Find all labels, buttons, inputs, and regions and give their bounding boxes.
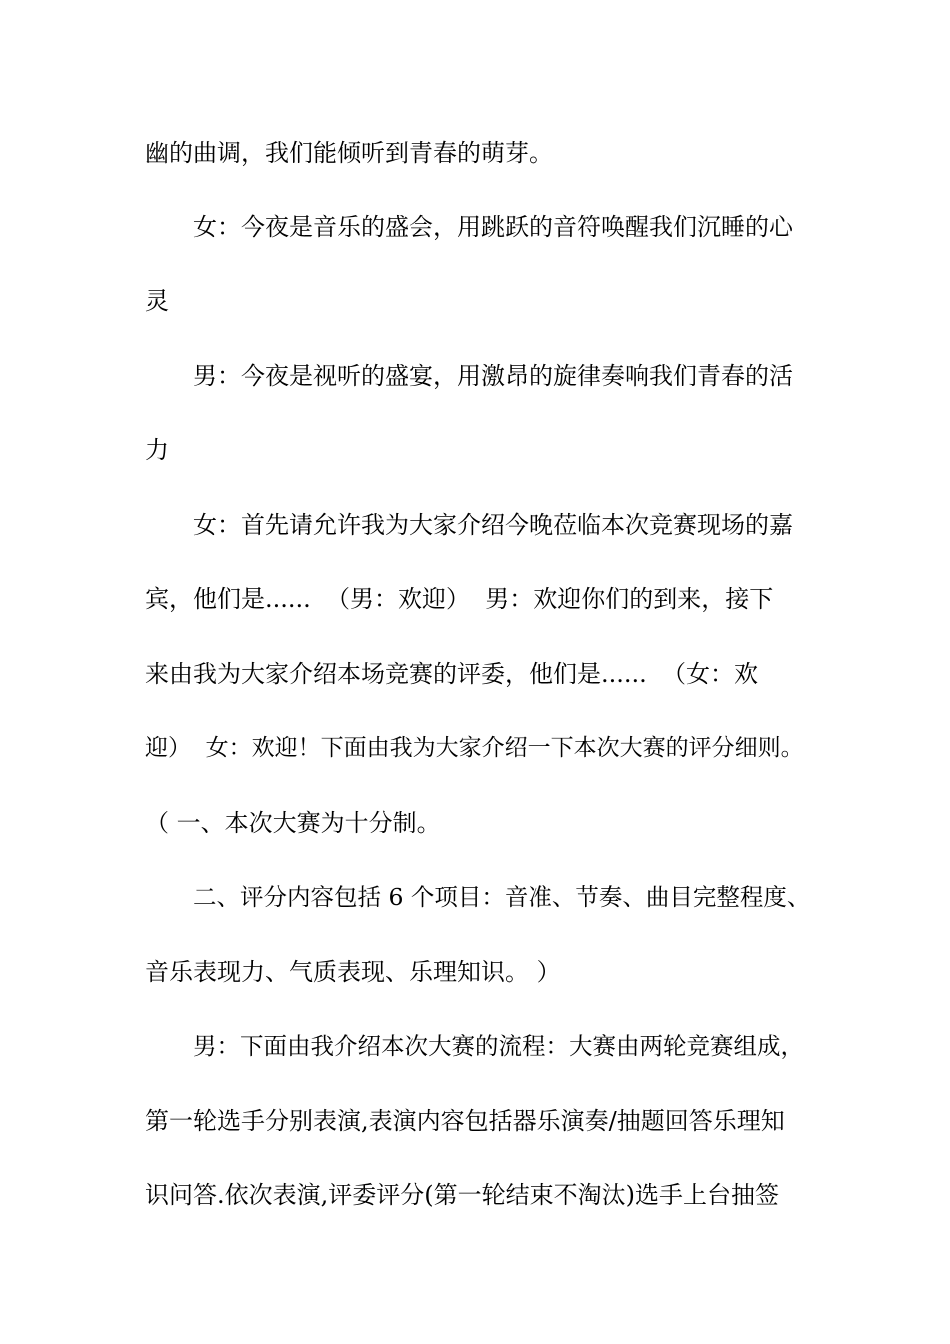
text-line-5: 力 <box>145 436 169 464</box>
text-line-4: 男：今夜是视听的盛宴，用激昂的旋律奏响我们青春的活 <box>193 362 793 390</box>
text-line-7: 宾，他们是...... （男：欢迎） 男：欢迎你们的到来，接下 <box>145 585 774 613</box>
text-line-8: 来由我为大家介绍本场竞赛的评委，他们是...... （女：欢 <box>145 660 759 688</box>
text-line-3: 灵 <box>145 287 169 315</box>
text-line-10: （ 一、本次大赛为十分制。 <box>145 809 441 837</box>
text-line-15: 识问答.依次表演,评委评分(第一轮结束不淘汰)选手上台抽签 <box>145 1181 779 1209</box>
text-line-13: 男：下面由我介绍本次大赛的流程：大赛由两轮竞赛组成， <box>193 1032 804 1060</box>
text-line-1: 幽的曲调，我们能倾听到青春的萌芽。 <box>145 139 553 167</box>
text-line-11: 二、评分内容包括 6 个项目：音准、节奏、曲目完整程度、 <box>193 883 811 911</box>
text-line-6: 女：首先请允许我为大家介绍今晚莅临本次竞赛现场的嘉 <box>193 511 793 539</box>
text-line-9: 迎） 女：欢迎！下面由我为大家介绍一下本次大赛的评分细则。 <box>145 735 804 761</box>
text-line-14: 第一轮选手分别表演,表演内容包括器乐演奏/抽题回答乐理知 <box>145 1107 785 1135</box>
text-line-2: 女：今夜是音乐的盛会，用跳跃的音符唤醒我们沉睡的心 <box>193 213 793 241</box>
text-line-12: 音乐表现力、气质表现、乐理知识。 ） <box>145 958 561 986</box>
